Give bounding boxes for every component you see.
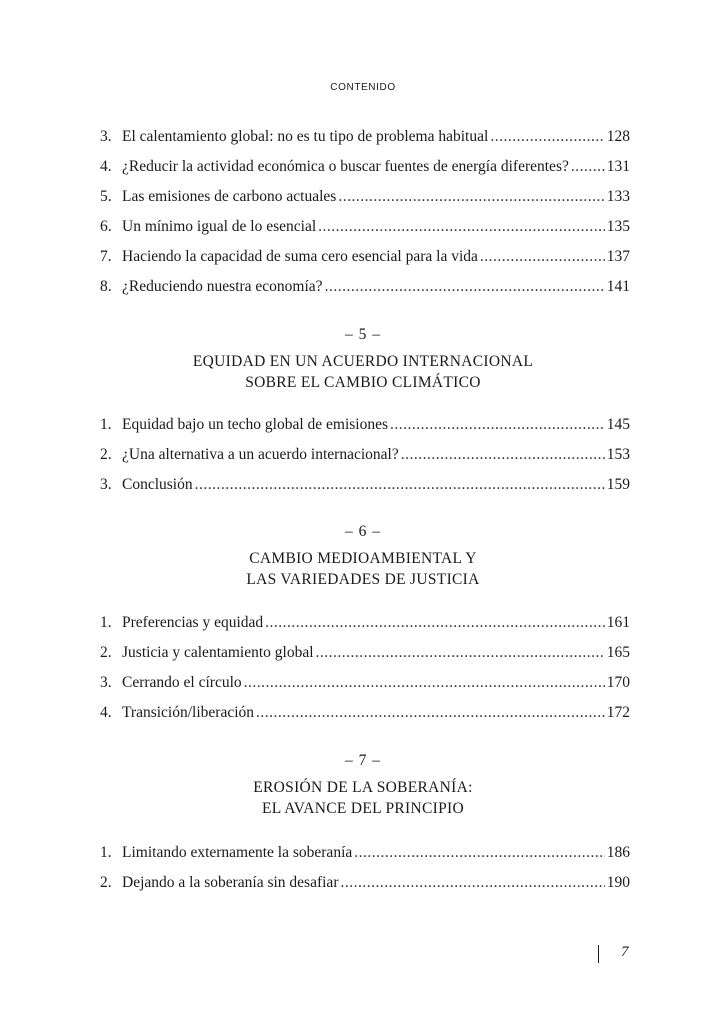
dot-leader — [265, 608, 605, 638]
dot-leader — [390, 410, 605, 440]
entry-title: Haciendo la capacidad de suma cero esencial para la vida — [122, 248, 478, 265]
chapter-title-line: EQUIDAD EN UN ACUERDO INTERNACIONAL — [192, 353, 534, 370]
folio-rule — [598, 945, 599, 963]
entry-number: 7. — [100, 248, 112, 265]
dot-leader — [195, 470, 605, 500]
entry-number: 3. — [100, 674, 112, 691]
entry-page: 135 — [606, 218, 630, 235]
entry-number: 1. — [100, 416, 112, 433]
toc-list-chapter-4 — [100, 122, 630, 302]
entry-page: 131 — [606, 158, 630, 175]
entry-title: Dejando a la soberanía sin desafiar — [122, 874, 339, 891]
toc-entry[interactable] — [100, 410, 630, 440]
toc-entry[interactable] — [100, 212, 630, 242]
chapter-title-line: SOBRE EL CAMBIO CLIMÁTICO — [245, 374, 481, 391]
entry-title: Conclusión — [122, 476, 193, 493]
entry-number: 8. — [100, 278, 112, 295]
entry-page: 133 — [606, 188, 630, 205]
dot-leader — [340, 868, 604, 898]
dot-leader — [325, 272, 605, 302]
entry-page: 186 — [606, 844, 630, 861]
toc-entry[interactable] — [100, 470, 630, 500]
toc-entry[interactable] — [100, 838, 630, 868]
entry-page: 145 — [606, 416, 630, 433]
toc-entry[interactable] — [100, 152, 630, 182]
entry-page: 161 — [606, 614, 630, 631]
entry-number: 3. — [100, 476, 112, 493]
dot-leader — [480, 242, 605, 272]
entry-title: Transición/liberación — [122, 704, 255, 721]
entry-number: 6. — [100, 218, 112, 235]
toc-entry[interactable] — [100, 868, 630, 898]
toc-list-chapter-7 — [100, 838, 630, 898]
entry-number: 1. — [100, 844, 112, 861]
entry-number: 1. — [100, 614, 112, 631]
toc-entry[interactable] — [100, 698, 630, 728]
chapter-heading-7 — [0, 750, 726, 819]
toc-list-chapter-6 — [100, 608, 630, 728]
toc-entry[interactable] — [100, 242, 630, 272]
entry-title: Preferencias y equidad — [122, 614, 264, 631]
dot-leader — [401, 440, 605, 470]
entry-title: ¿Reducir la actividad económica o buscar fuentes de energía diferentes? — [122, 158, 569, 175]
dot-leader — [490, 122, 604, 152]
entry-title: ¿Reduciendo nuestra economía? — [122, 278, 323, 295]
entry-title: ¿Una alternativa a un acuerdo internacional? — [122, 446, 399, 463]
page-number: 7 — [621, 944, 629, 960]
toc-entry[interactable] — [100, 638, 630, 668]
dot-leader — [244, 668, 605, 698]
entry-page: 153 — [606, 446, 630, 463]
dot-leader — [256, 698, 605, 728]
entry-page: 137 — [606, 248, 630, 265]
chapter-title-line: EL AVANCE DEL PRINCIPIO — [262, 800, 464, 817]
toc-list-chapter-5 — [100, 410, 630, 500]
toc-entry[interactable] — [100, 182, 630, 212]
chapter-heading-5 — [0, 324, 726, 393]
entry-title: Justicia y calentamiento global — [122, 644, 314, 661]
entry-number: 2. — [100, 446, 112, 463]
entry-page: 141 — [606, 278, 630, 295]
entry-title: Un mínimo igual de lo esencial — [122, 218, 317, 235]
entry-page: 190 — [606, 874, 630, 891]
running-head: CONTENIDO — [330, 82, 396, 93]
entry-number: 4. — [100, 704, 112, 721]
toc-entry[interactable] — [100, 272, 630, 302]
entry-page: 170 — [606, 674, 630, 691]
toc-entry[interactable] — [100, 440, 630, 470]
entry-title: Limitando externamente la soberanía — [122, 844, 353, 861]
entry-number: 2. — [100, 644, 112, 661]
entry-page: 159 — [606, 476, 630, 493]
dot-leader — [571, 152, 605, 182]
entry-page: 128 — [606, 128, 630, 145]
entry-title: Equidad bajo un techo global de emisiones — [122, 416, 389, 433]
chapter-number: – 6 – — [345, 523, 381, 540]
toc-entry[interactable] — [100, 608, 630, 638]
chapter-heading-6 — [0, 521, 726, 590]
entry-title: El calentamiento global: no es tu tipo de problema habitual — [122, 128, 489, 145]
chapter-number: – 5 – — [345, 326, 381, 343]
chapter-title-line: EROSIÓN DE LA SOBERANÍA: — [253, 779, 473, 796]
toc-entry[interactable] — [100, 122, 630, 152]
dot-leader — [316, 638, 605, 668]
dot-leader — [338, 182, 604, 212]
entry-number: 4. — [100, 158, 112, 175]
chapter-title-line: CAMBIO MEDIOAMBIENTAL Y — [249, 550, 477, 567]
chapter-title-line: LAS VARIEDADES DE JUSTICIA — [246, 571, 480, 588]
entry-number: 2. — [100, 874, 112, 891]
entry-number: 3. — [100, 128, 112, 145]
chapter-number: – 7 – — [345, 752, 381, 769]
toc-entry[interactable] — [100, 668, 630, 698]
entry-page: 165 — [606, 644, 630, 661]
entry-page: 172 — [606, 704, 630, 721]
dot-leader — [318, 212, 605, 242]
entry-title: Cerrando el círculo — [122, 674, 242, 691]
dot-leader — [354, 838, 604, 868]
entry-number: 5. — [100, 188, 112, 205]
entry-title: Las emisiones de carbono actuales — [122, 188, 337, 205]
